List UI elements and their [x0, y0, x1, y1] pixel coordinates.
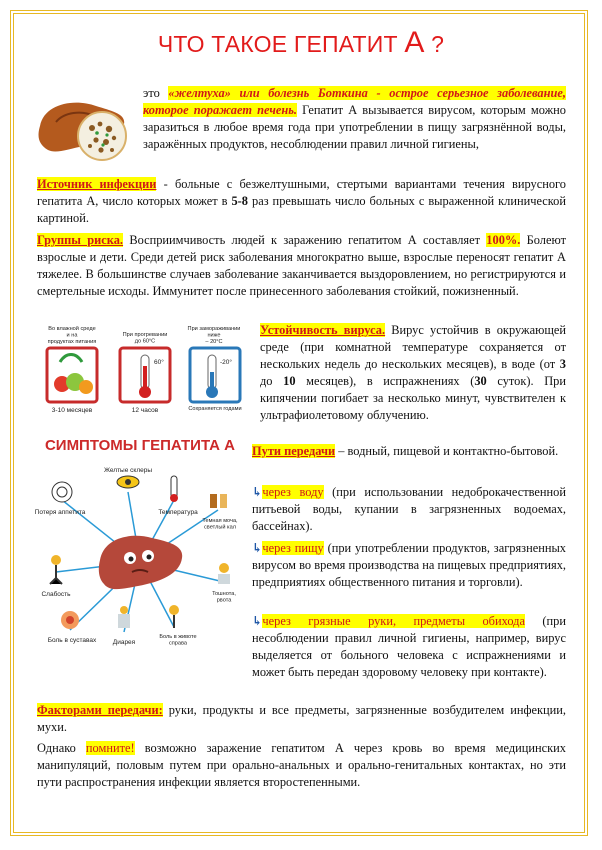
risk-label: Группы риска.	[37, 233, 124, 247]
route-item: ↳через пищу (при употреблении продуктов, загрязненных вирусом во время производства на пищевых предприятиях, предприятиях общественного питания и торговли).	[252, 541, 566, 589]
arrow-icon: ↳	[252, 485, 263, 499]
factors-label: Факторами передачи:	[37, 703, 163, 717]
note-highlight: помните!	[85, 741, 135, 755]
condition-duration-3: Сохраняется годами	[188, 406, 242, 412]
factors-paragraph: Факторами передачи: руки, продукты и все предметы, загрязненные возбудителем инфекции, мухи.	[37, 703, 566, 734]
symptoms-title: СИМПТОМЫ ГЕПАТИТА А	[44, 437, 236, 454]
symptom-label: Боль в суставах	[47, 637, 97, 644]
source-paragraph: Источник инфекции - больные с безжелтушными, стертыми вариантами течения вирусного гепатита А, число которых может в 5-8 раз превышать число больных с выраженной клинической картиной.	[37, 177, 567, 225]
routes-label: Пути передачи	[252, 444, 336, 458]
intro-highlight: «желтуха» или болезнь Боткина - острое серьезное заболевание, которое поражает печень.	[143, 86, 566, 117]
symptom-label: Желтые склеры	[103, 467, 153, 474]
symptom-label: Тошнота, рвота	[212, 591, 236, 604]
condition-caption-2: При прогревании до 60°С	[122, 332, 168, 345]
symptom-label: Температура	[158, 509, 198, 516]
route-item: ↳через воду (при использовании недоброкачественной питьевой воды, купании в загрязненных водоемах, бассейнах).	[252, 485, 566, 533]
page-title: ЧТО ТАКОЕ ГЕПАТИТ А ?	[157, 26, 445, 59]
routes-paragraph: Пути передачи – водный, пищевой и контактно-бытовой.	[252, 444, 559, 458]
source-label: Источник инфекции	[37, 177, 157, 191]
condition-reading-3: -20°	[220, 359, 232, 366]
symptom-label: Потеря аппетита	[34, 509, 86, 516]
note-paragraph: Однако помните! возможно заражение гепатитом А через кровь во время медицинских манипуляций, половым путем при орально-анальных и орально-генитальных контактах, но эти пути распространения инфекции является второстепенными.	[37, 741, 566, 789]
symptom-label: Слабость	[41, 591, 71, 598]
condition-duration-2: 12 часов	[131, 407, 159, 414]
condition-caption-3: При замораживании ниже – 20°С	[187, 326, 241, 345]
risk-paragraph: Группы риска. Восприимчивость людей к заражению гепатитом А составляет 100%. Болеют взрослые и дети. Среди детей риск заболевания многократно выше, взрослые переносят гепатит А тяжелее. В большинстве случаев заболевание заканчивается выздоровлением, но регистрируются и смертельные исходы. Иммунитет после принесенного заболевания стойкий, пожизненный.	[37, 233, 566, 298]
intro-paragraph: это «желтуха» или болезнь Боткина - острое серьезное заболевание, которое поражает печень. Гепатит А вызывается вирусом, которым можно заразиться в любое время года при употреблении в пищу загрязнённой воды, заражённых продуктов, несоблюдении правил личной гигиены,	[143, 86, 566, 151]
condition-reading-2: 60°	[154, 359, 164, 366]
symptoms-illustration	[34, 432, 246, 676]
route-item: ↳через грязные руки, предметы обихода (при несоблюдении правил личной гигиены, например, вирус выделяется от больного человека с испражнениями и может быть передан здоровому человеку при контакте).	[252, 614, 566, 679]
symptom-label: Темная моча, светлый кал	[202, 518, 238, 531]
liver-illustration	[34, 96, 134, 166]
risk-percent: 100%.	[486, 233, 521, 247]
symptom-label: Боль в животе справа	[159, 634, 197, 647]
arrow-icon: ↳	[252, 541, 263, 555]
virus-stability-illustration	[42, 322, 252, 424]
condition-duration-1: 3-10 месяцев	[51, 407, 93, 414]
stability-label: Устойчивость вируса.	[260, 323, 386, 337]
condition-caption-1: Во влажной среде и на продуктах питания	[47, 326, 97, 345]
stability-paragraph: Устойчивость вируса. Вирус устойчив в окружающей среде (при комнатной температуре сохраняется от нескольких недель до нескольких месяцев), в воде (от 3 до 10 месяцев), в испражнениях (30 суток). При кипячении погибает за несколько минут, чувствителен к ультрафиолетовому облучению.	[260, 323, 566, 422]
symptom-label: Диарея	[112, 639, 136, 646]
arrow-icon: ↳	[252, 614, 263, 628]
